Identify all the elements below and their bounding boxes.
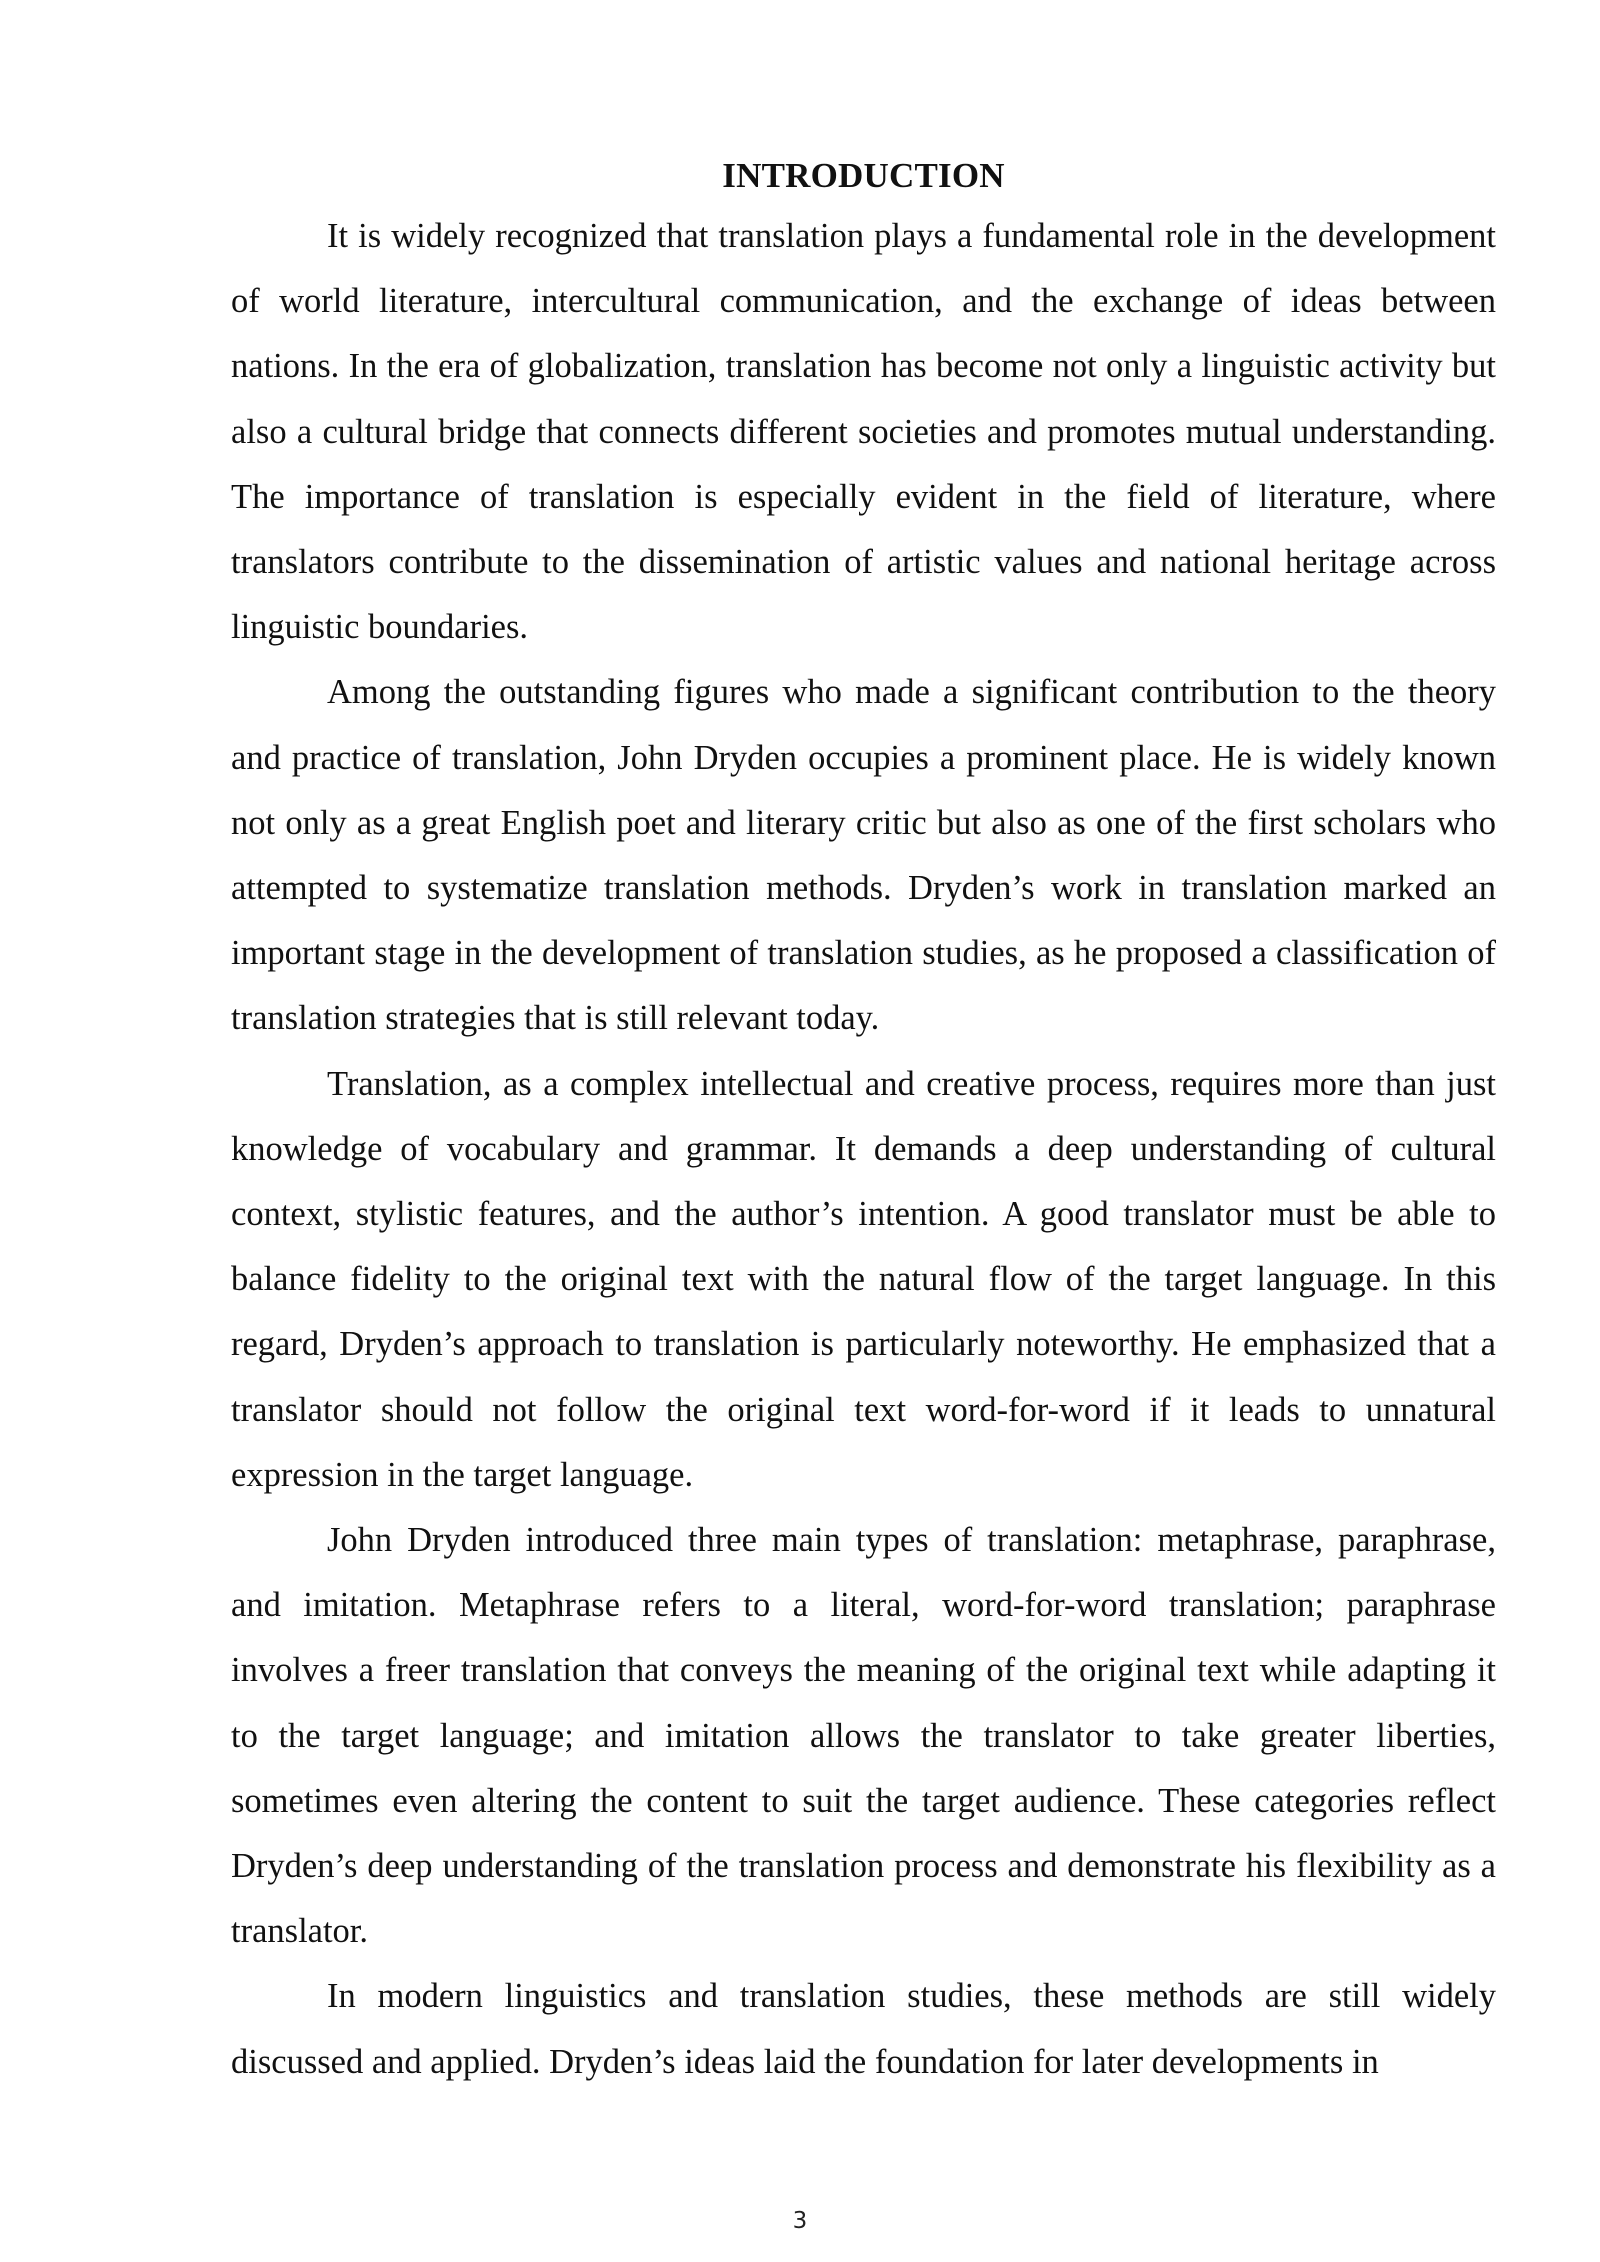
section-heading: INTRODUCTION	[722, 156, 1005, 195]
text-column	[231, 148, 1496, 2095]
paragraph-1: It is widely recognized that translation plays a fundamental role in the development of world literature, intercultural communication, and the exchange of ideas between nations. In the era of globalization, translation has become not only a linguistic activity but also a cultural bridge that connects different societies and promotes mutual understanding. The importance of translation is especially evident in the field of literature, where translators contribute to the dissemination of artistic values and national heritage across linguistic boundaries.	[231, 217, 1496, 647]
page-number: 3	[792, 2208, 808, 2234]
paragraph-2: Among the outstanding figures who made a significant contribution to the theory and practice of translation, John Dryden occupies a prominent place. He is widely known not only as a great English poet and literary critic but also as one of the first scholars who attempted to systematize translation methods. Dryden’s work in translation marked an important stage in the development of translation studies, as he proposed a classification of translation strategies that is still relevant today.	[231, 673, 1496, 1038]
paragraph-4: John Dryden introduced three main types of translation: metaphrase, paraphrase, and imitation. Metaphrase refers to a literal, word-for-word translation; paraphrase involves a freer translation that conveys the meaning of the original text while adapting it to the target language; and imitation allows the translator to take greater liberties, sometimes even altering the content to suit the target audience. These categories reflect Dryden’s deep understanding of the translation process and demonstrate his flexibility as a translator.	[231, 1521, 1496, 1951]
paragraph-3: Translation, as a complex intellectual and creative process, requires more than just knowledge of vocabulary and grammar. It demands a deep understanding of cultural context, stylistic features, and the author’s intention. A good translator must be able to balance fidelity to the original text with the natural flow of the target language. In this regard, Dryden’s approach to translation is particularly noteworthy. He emphasized that a translator should not follow the original text word-for-word if it leads to unnatural expression in the target language.	[231, 1064, 1496, 1494]
paragraph-5: In modern linguistics and translation studies, these methods are still widely discussed and applied. Dryden’s ideas laid the foundation for later developments in	[231, 1977, 1496, 2081]
